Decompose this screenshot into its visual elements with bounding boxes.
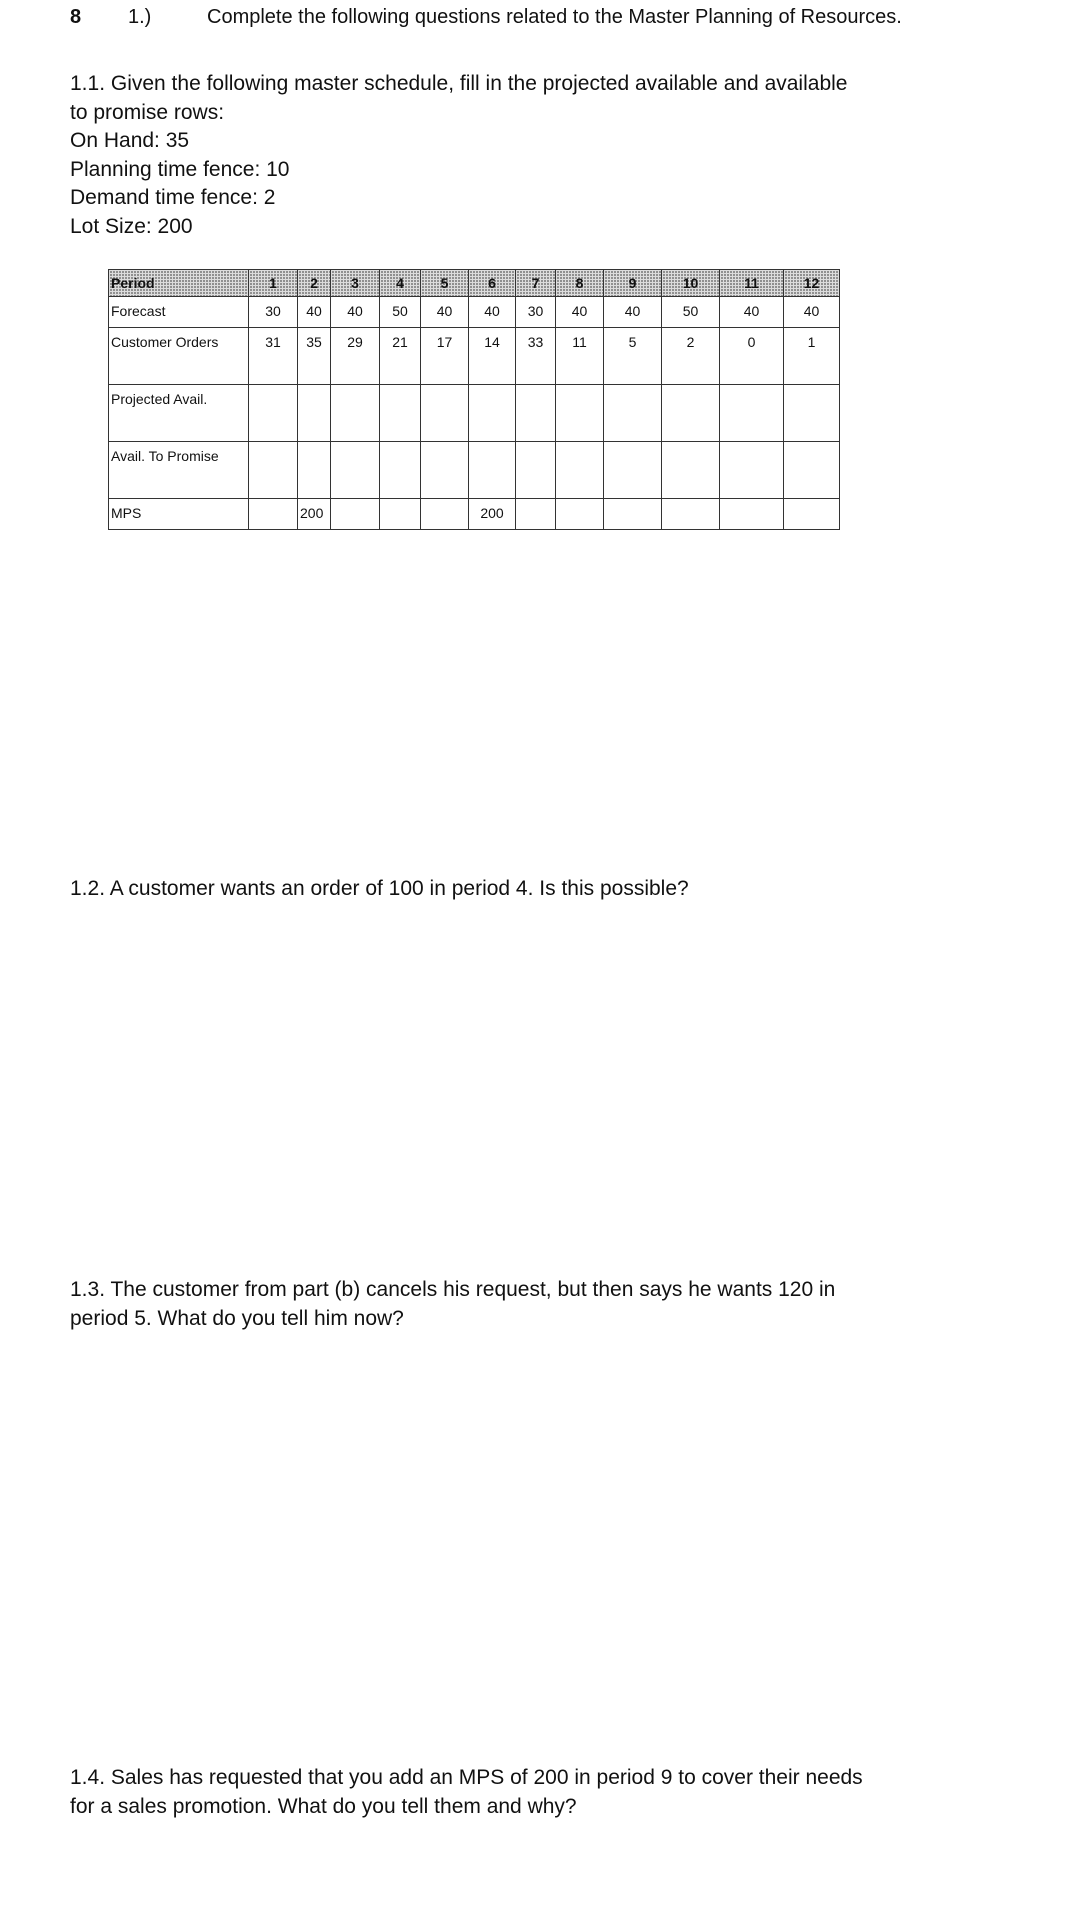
period-cell: 12 [784, 270, 840, 297]
projected-cell[interactable] [662, 385, 720, 442]
available-to-promise-row [109, 442, 840, 499]
demand-time-fence: Demand time fence: 2 [70, 186, 276, 209]
mps-cell [662, 499, 720, 530]
mps-cell [249, 499, 298, 530]
atp-cell[interactable] [604, 442, 662, 499]
projected-cell[interactable] [604, 385, 662, 442]
projected-cell[interactable] [720, 385, 784, 442]
period-cell: 7 [516, 270, 556, 297]
question-1-2 [70, 875, 970, 904]
period-cell: 5 [421, 270, 469, 297]
mps-cell: 200 [298, 499, 331, 530]
mps-cell [556, 499, 604, 530]
atp-cell[interactable] [556, 442, 604, 499]
period-cell: 6 [469, 270, 516, 297]
forecast-row [109, 297, 840, 328]
question-1-1 [70, 70, 970, 241]
orders-cell: 1 [784, 328, 840, 385]
forecast-cell: 40 [469, 297, 516, 328]
projected-cell[interactable] [556, 385, 604, 442]
forecast-cell: 30 [249, 297, 298, 328]
projected-cell[interactable] [249, 385, 298, 442]
forecast-cell: 40 [298, 297, 331, 328]
lot-size: Lot Size: 200 [70, 214, 193, 238]
planning-time-fence: Planning time fence: 10 [70, 157, 290, 181]
orders-cell: 17 [421, 328, 469, 385]
forecast-label: Forecast [109, 297, 249, 328]
mps-cell [380, 499, 421, 530]
q13-line2: period 5. What do you tell him now? [70, 1306, 404, 1330]
period-cell: 8 [556, 270, 604, 297]
q13-line1: 1.3. The customer from part (b) cancels his request, but then says he wants 120 in [70, 1278, 836, 1301]
forecast-cell: 40 [720, 297, 784, 328]
projected-cell[interactable] [331, 385, 380, 442]
q14-line2: for a sales promotion. What do you tell them and why? [70, 1794, 577, 1818]
question-title: Complete the following questions related to the Master Planning of Resources. [207, 6, 902, 28]
forecast-cell: 30 [516, 297, 556, 328]
forecast-cell: 40 [331, 297, 380, 328]
period-cell: 1 [249, 270, 298, 297]
orders-cell: 21 [380, 328, 421, 385]
question-1-4 [70, 1764, 970, 1821]
question-number: 8 [70, 6, 82, 28]
projected-cell[interactable] [784, 385, 840, 442]
orders-cell: 14 [469, 328, 516, 385]
period-cell: 9 [604, 270, 662, 297]
mps-cell [720, 499, 784, 530]
atp-cell[interactable] [720, 442, 784, 499]
on-hand: On Hand: 35 [70, 129, 190, 152]
orders-cell: 35 [298, 328, 331, 385]
orders-cell: 33 [516, 328, 556, 385]
customer-orders-label: Customer Orders [109, 328, 249, 385]
orders-cell: 31 [249, 328, 298, 385]
master-schedule-table [108, 269, 840, 530]
mps-cell [604, 499, 662, 530]
atp-cell[interactable] [331, 442, 380, 499]
q11-line2: to promise rows: [70, 100, 225, 124]
customer-orders-row [109, 328, 840, 385]
orders-cell: 2 [662, 328, 720, 385]
mps-cell [331, 499, 380, 530]
atp-cell[interactable] [249, 442, 298, 499]
atp-cell[interactable] [516, 442, 556, 499]
mps-cell [421, 499, 469, 530]
orders-cell: 29 [331, 328, 380, 385]
period-label: Period [109, 270, 249, 297]
atp-cell[interactable] [784, 442, 840, 499]
projected-cell[interactable] [298, 385, 331, 442]
atp-cell[interactable] [662, 442, 720, 499]
q12-text: 1.2. A customer wants an order of 100 in period 4. Is this possible? [70, 877, 689, 900]
atp-cell[interactable] [298, 442, 331, 499]
forecast-cell: 40 [556, 297, 604, 328]
available-to-promise-label: Avail. To Promise [109, 442, 249, 499]
projected-cell[interactable] [421, 385, 469, 442]
question-1-3 [70, 1276, 970, 1333]
forecast-cell: 50 [662, 297, 720, 328]
projected-cell[interactable] [516, 385, 556, 442]
period-row [109, 270, 840, 297]
q11-line1: 1.1. Given the following master schedule, fill in the projected available and available [70, 72, 848, 95]
mps-cell: 200 [469, 499, 516, 530]
period-cell: 3 [331, 270, 380, 297]
forecast-cell: 50 [380, 297, 421, 328]
orders-cell: 11 [556, 328, 604, 385]
forecast-cell: 40 [784, 297, 840, 328]
mps-cell [784, 499, 840, 530]
atp-cell[interactable] [421, 442, 469, 499]
forecast-cell: 40 [604, 297, 662, 328]
projected-cell[interactable] [469, 385, 516, 442]
mps-row [109, 499, 840, 530]
period-cell: 11 [720, 270, 784, 297]
mps-label: MPS [109, 499, 249, 530]
atp-cell[interactable] [380, 442, 421, 499]
period-cell: 10 [662, 270, 720, 297]
q14-line1: 1.4. Sales has requested that you add an MPS of 200 in period 9 to cover their needs [70, 1766, 863, 1789]
projected-available-row [109, 385, 840, 442]
projected-cell[interactable] [380, 385, 421, 442]
forecast-cell: 40 [421, 297, 469, 328]
period-cell: 4 [380, 270, 421, 297]
period-cell: 2 [298, 270, 331, 297]
projected-available-label: Projected Avail. [109, 385, 249, 442]
orders-cell: 0 [720, 328, 784, 385]
atp-cell[interactable] [469, 442, 516, 499]
mps-cell [516, 499, 556, 530]
orders-cell: 5 [604, 328, 662, 385]
question-label: 1.) [128, 6, 152, 28]
